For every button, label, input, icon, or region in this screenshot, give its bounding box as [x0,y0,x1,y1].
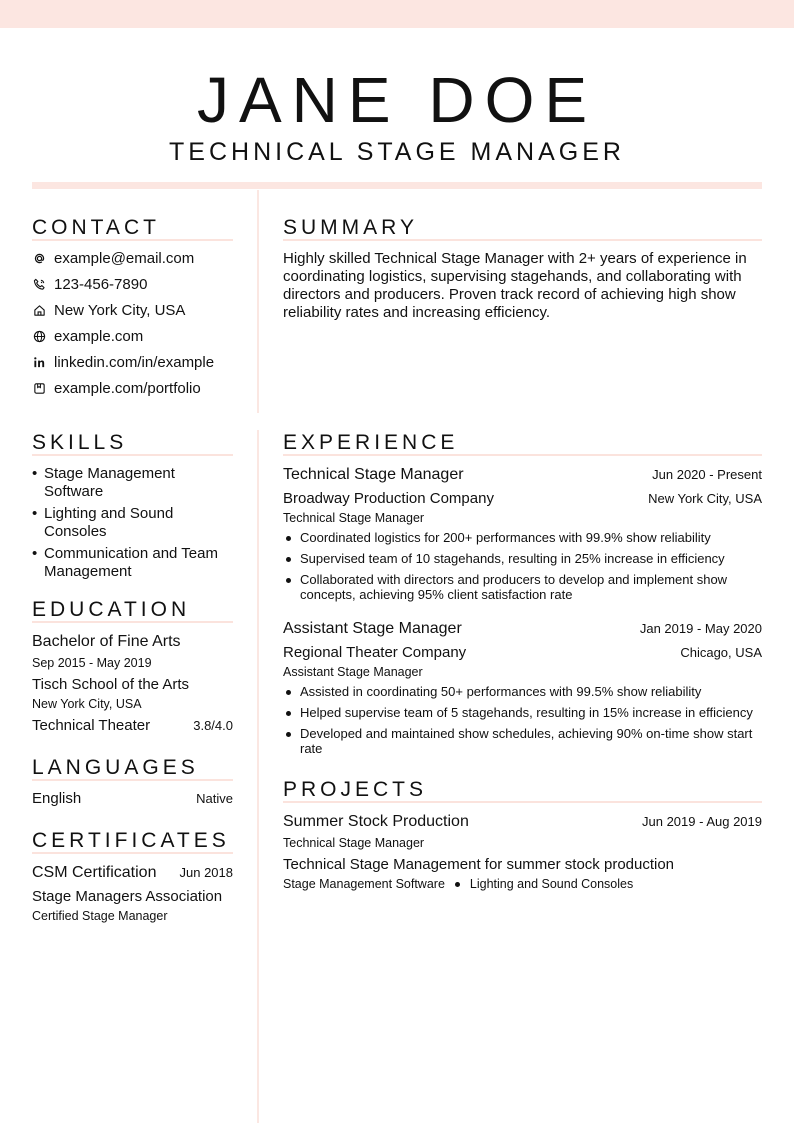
project-tags [283,877,633,892]
home-icon [32,303,46,317]
contact-rule [32,239,233,241]
globe-icon [32,329,46,343]
job-subtitle: Assistant Stage Manager [283,665,423,679]
summary-heading: SUMMARY [283,216,418,239]
phone-icon [32,277,46,291]
certificates-rule [32,852,233,854]
project-role: Technical Stage Manager [283,836,425,850]
bullet-dot [286,690,291,695]
job-company: Broadway Production Company [283,490,494,507]
bullet-dot [286,536,291,541]
job-bullet [283,530,753,545]
education-rule [32,621,233,623]
skill-item: • Lighting and Sound Consoles [32,505,232,541]
certificate-date: Jun 2018 [179,865,233,880]
education-major: Technical Theater [32,717,151,734]
top-accent-bar [0,0,794,28]
skills-heading: SKILLS [32,431,128,454]
skill-item: • Communication and Team Management [32,545,232,581]
language-name: English [32,790,82,807]
column-divider-top [257,190,259,413]
job-company: Regional Theater Company [283,644,467,661]
job-title: Technical Stage Manager [283,466,464,483]
certificate-description: Certified Stage Manager [32,909,168,923]
contact-heading: CONTACT [32,216,160,239]
candidate-title: TECHNICAL STAGE MANAGER [169,138,625,166]
header-divider [32,182,762,189]
certificate-name: CSM Certification [32,864,157,881]
bullet-dot [286,732,291,737]
contact-location [32,300,185,320]
projects-heading: PROJECTS [283,778,428,801]
job-subtitle: Technical Stage Manager [283,511,425,525]
job-bullet-text: Helped supervise team of 5 stagehands, resulting in 15% increase in efficiency [300,705,753,720]
contact-email-text: example@email.com [54,249,195,267]
education-heading: EDUCATION [32,598,191,621]
skills-rule [32,454,233,456]
job-bullet-text: Developed and maintained show schedules, achieving 90% on-time show start rate [300,726,753,756]
job-bullet-text: Supervised team of 10 stagehands, resulting in 25% increase in efficiency [300,551,725,566]
tag-separator [455,882,460,887]
languages-heading: LANGUAGES [32,756,199,779]
candidate-name: JANE DOE [196,64,598,136]
contact-linkedin-text: linkedin.com/in/example [54,353,215,371]
language-level: Native [196,791,233,806]
education-location: New York City, USA [32,697,142,711]
education-degree: Bachelor of Fine Arts [32,633,181,650]
job-bullet [283,684,753,699]
contact-portfolio-text: example.com/portfolio [54,379,201,397]
project-tag: Lighting and Sound Consoles [469,877,634,891]
project-description: Technical Stage Management for summer stock production [283,856,675,873]
job-bullet-text: Assisted in coordinating 50+ performances with 99.5% show reliability [300,684,702,699]
bullet-dot [286,557,291,562]
project-dates: Jun 2019 - Aug 2019 [642,814,762,829]
job-bullet [283,572,743,602]
education-dates: Sep 2015 - May 2019 [32,656,152,670]
projects-rule [283,801,762,803]
job-bullet [283,726,758,756]
job-dates: Jan 2019 - May 2020 [639,621,762,636]
contact-linkedin[interactable] [32,352,214,372]
job-title: Assistant Stage Manager [283,620,462,637]
certificate-issuer: Stage Managers Association [32,888,223,905]
job-dates: Jun 2020 - Present [652,467,762,482]
project-tag: Stage Management Software [283,877,445,891]
job-bullet-text: Coordinated logistics for 200+ performances with 99.9% show reliability [300,530,711,545]
job-bullet [283,551,753,566]
at-icon [32,251,46,265]
job-bullet [283,705,753,720]
summary-text: Highly skilled Technical Stage Manager with 2+ years of experience in coordinating logistics, supervising stagehands, and collaborating with directors and producers. Proven track record of achieving high show reliability rates and increasing efficiency. [283,250,747,321]
contact-location-text: New York City, USA [54,301,186,319]
summary-rule [283,239,762,241]
education-gpa: 3.8/4.0 [193,718,233,733]
contact-phone-text: 123-456-7890 [54,275,148,293]
linkedin-icon [32,355,46,369]
certificates-heading: CERTIFICATES [32,829,230,852]
job-location: New York City, USA [648,491,762,506]
project-name: Summer Stock Production [283,813,469,830]
contact-phone[interactable] [32,274,147,294]
contact-website[interactable] [32,326,143,346]
bullet-dot [286,711,291,716]
bullet-dot [286,578,291,583]
skill-item: • Stage Management Software [32,465,232,501]
job-location: Chicago, USA [680,645,762,660]
experience-rule [283,454,762,456]
contact-portfolio[interactable] [32,378,201,398]
portfolio-icon [32,381,46,395]
education-school: Tisch School of the Arts [32,676,190,693]
contact-website-text: example.com [54,327,144,345]
job-bullet-text: Collaborated with directors and producers to develop and implement show concepts, achieving 95% client satisfaction rate [300,572,728,602]
contact-email[interactable] [32,248,194,268]
column-divider-bottom [257,430,259,1123]
experience-heading: EXPERIENCE [283,431,459,454]
languages-rule [32,779,233,781]
